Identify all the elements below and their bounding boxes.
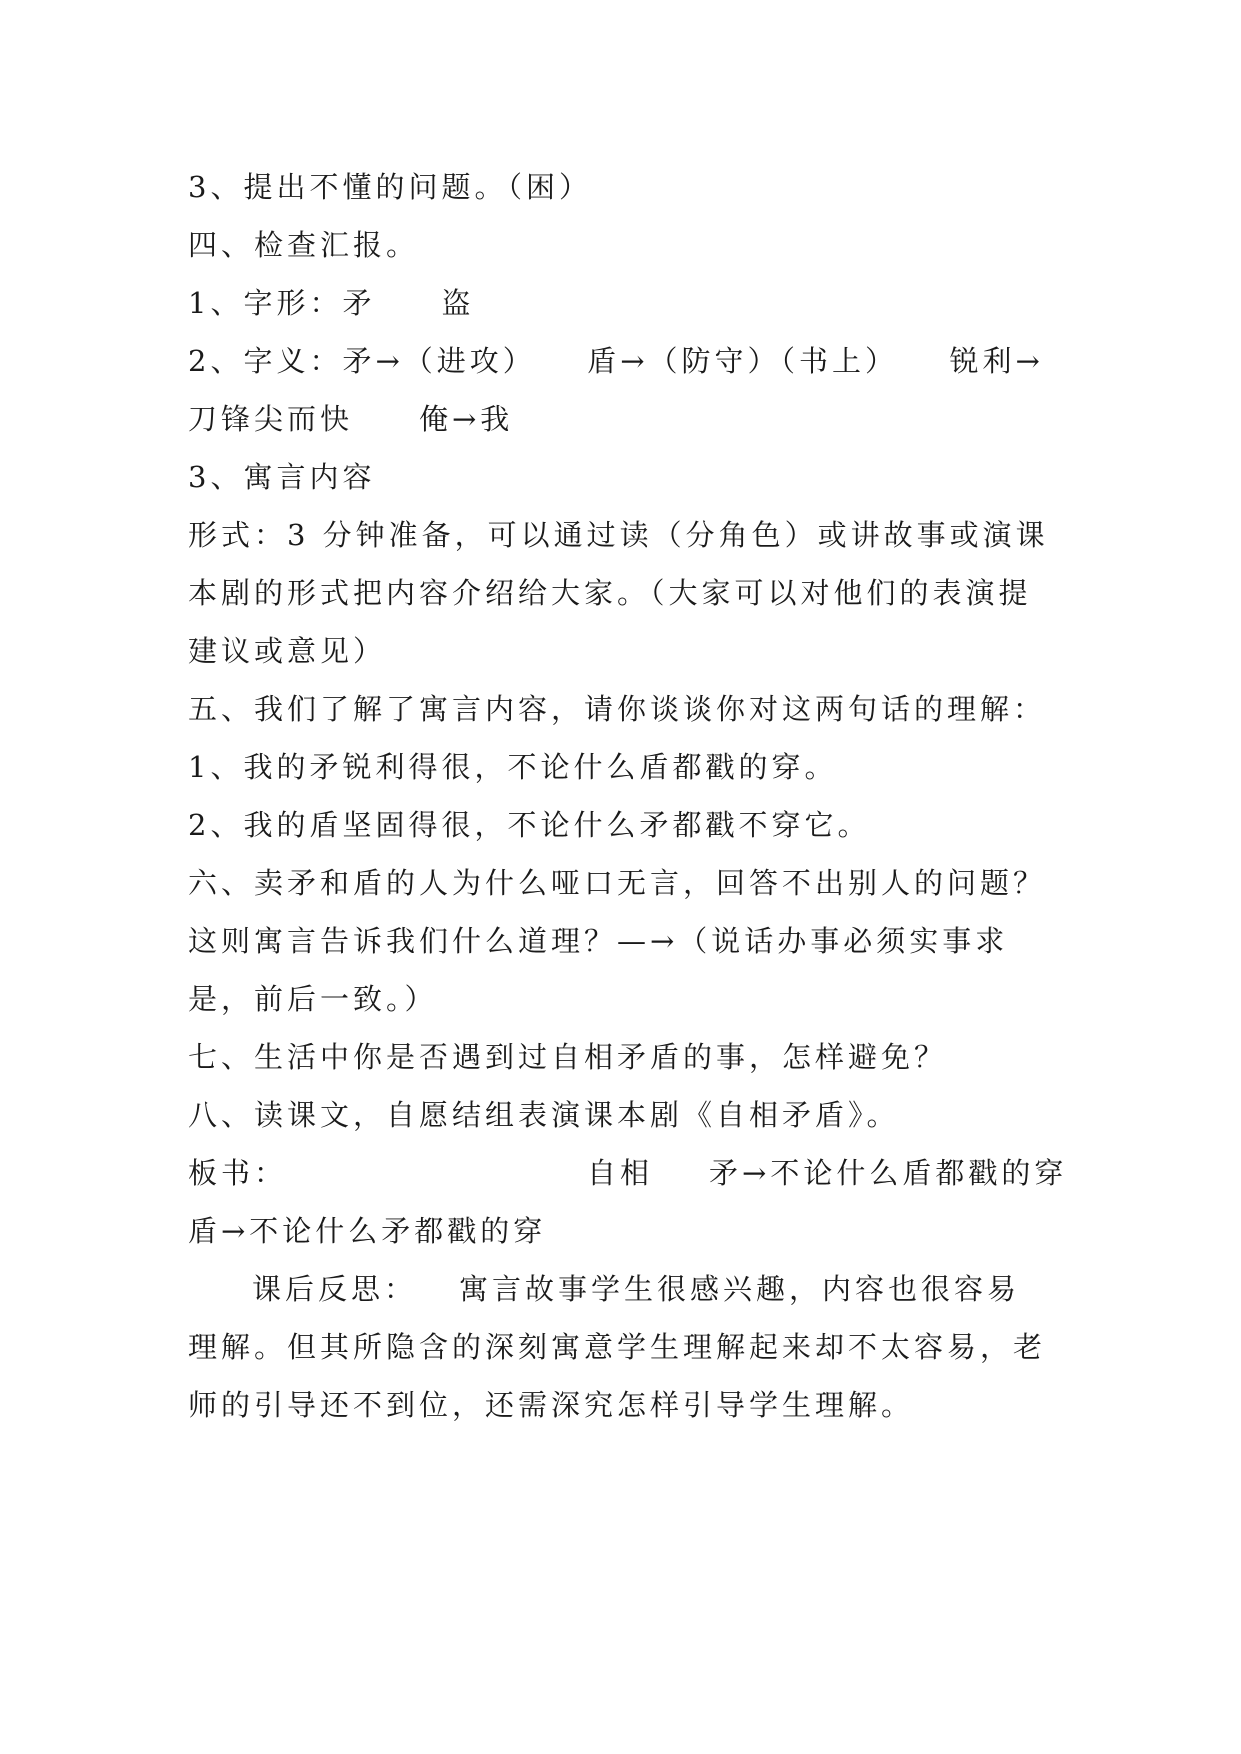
text-line: 3、寓言内容 bbox=[188, 460, 376, 494]
section-heading: 四、检查汇报。 bbox=[188, 228, 420, 262]
board-right: 矛→不论什么盾都戳的穿 bbox=[709, 1156, 1068, 1190]
text-line: 刀锋尖而快 俺→我 bbox=[188, 402, 514, 436]
board-line bbox=[188, 1144, 1068, 1202]
text-line: 2、我的盾坚固得很，不论什么矛都戳不穿它。 bbox=[188, 808, 871, 842]
text-line: 1、我的矛锐利得很，不论什么盾都戳的穿。 bbox=[188, 750, 838, 784]
section-heading: 七、生活中你是否遇到过自相矛盾的事，怎样避免？ bbox=[188, 1040, 948, 1074]
text-line: 2、字义：矛→（进攻） 盾→（防守）（书上） 锐利→ bbox=[188, 344, 1044, 378]
reflection-text: 寓言故事学生很感兴趣，内容也很容易 bbox=[459, 1272, 1021, 1306]
board-label: 板书： bbox=[188, 1156, 288, 1190]
text-line: 3、提出不懂的问题。（困） bbox=[188, 170, 592, 204]
text-line: 1、字形：矛 盗 bbox=[188, 286, 475, 320]
text-line: 是，前后一致。） bbox=[188, 982, 438, 1016]
board-line-2: 盾→不论什么矛都戳的穿 bbox=[188, 1214, 547, 1248]
board-center: 自相 bbox=[587, 1156, 654, 1190]
text-line: 建议或意见） bbox=[188, 634, 387, 668]
section-heading: 五、我们了解了寓言内容，请你谈谈你对这两句话的理解： bbox=[188, 692, 1047, 726]
text-line: 这则寓言告诉我们什么道理？—→（说话办事必须实事求 bbox=[188, 924, 1009, 958]
reflection-line-2: 理解。但其所隐含的深刻寓意学生理解起来却不太容易，老 bbox=[188, 1330, 1047, 1364]
section-heading: 六、卖矛和盾的人为什么哑口无言，回答不出别人的问题？ bbox=[188, 866, 1047, 900]
reflection-line-3: 师的引导还不到位，还需深究怎样引导学生理解。 bbox=[188, 1388, 915, 1422]
document-body bbox=[188, 158, 1068, 1434]
text-line: 形式：3 分钟准备，可以通过读（分角色）或讲故事或演课 bbox=[188, 518, 1049, 552]
reflection-line bbox=[188, 1260, 1068, 1318]
text-line: 本剧的形式把内容介绍给大家。（大家可以对他们的表演提 bbox=[188, 576, 1032, 610]
section-heading: 八、读课文，自愿结组表演课本剧《自相矛盾》。 bbox=[188, 1098, 900, 1132]
reflection-label: 课后反思： bbox=[252, 1272, 418, 1306]
